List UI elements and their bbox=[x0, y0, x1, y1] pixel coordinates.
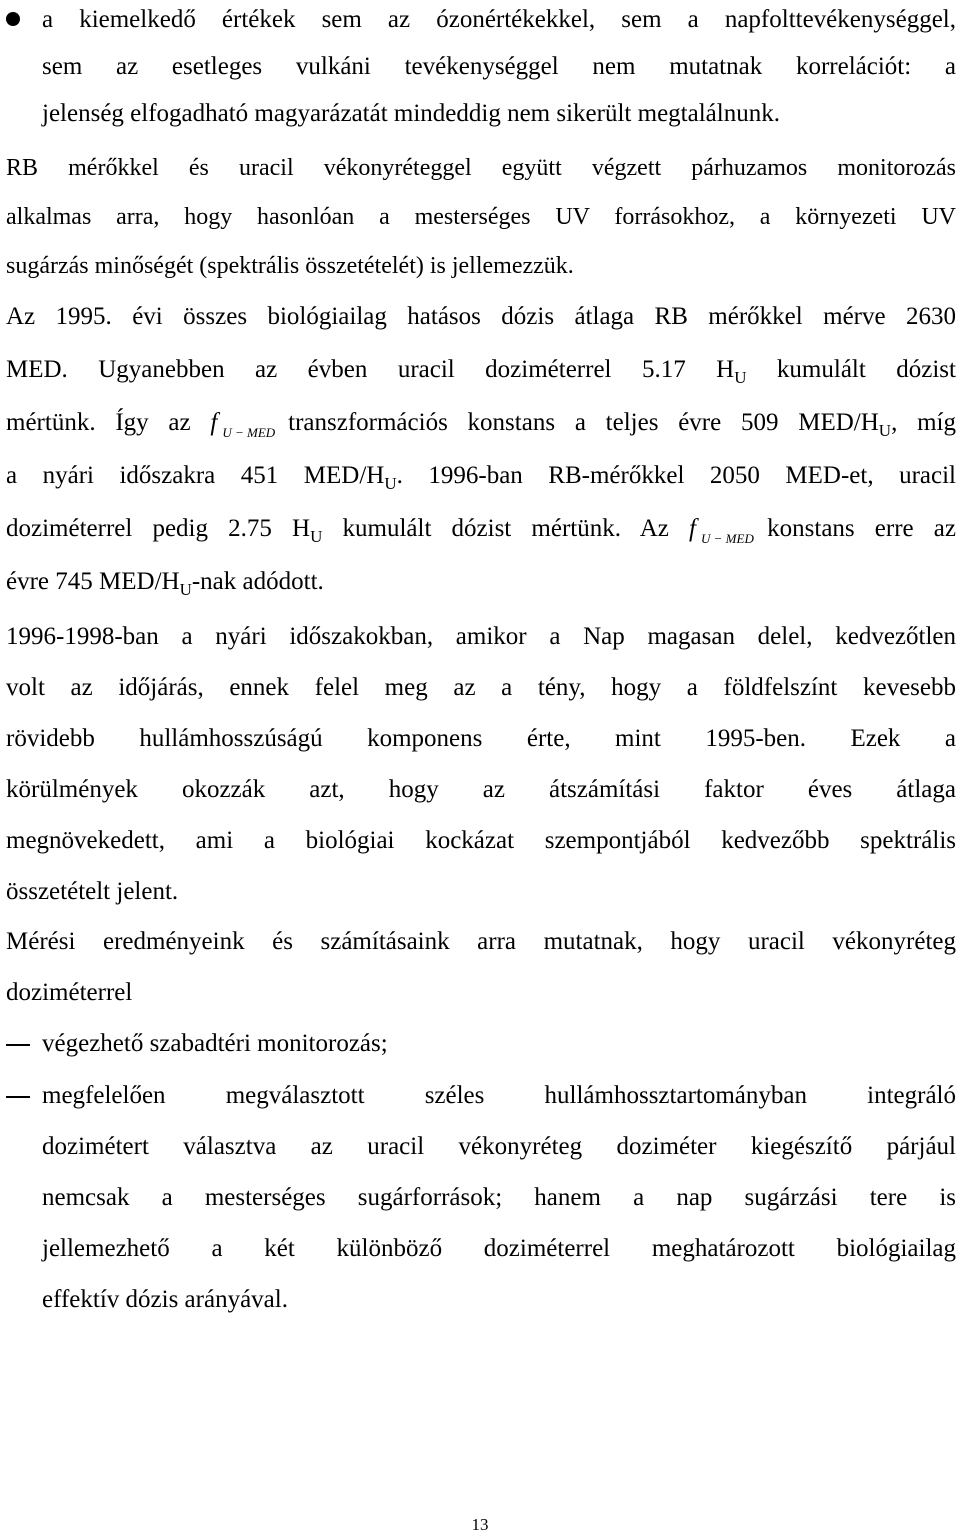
paragraph1-line: sugárzás minőségét (spektrális összetételét) is jellemezzük. bbox=[6, 253, 574, 279]
paragraph2-line: a nyári időszakra 451 MED/$H_U$. 1996-ban RB-mérőkkel 2050 MED-et, uracil bbox=[6, 462, 956, 493]
page-number: 13 bbox=[471, 1515, 489, 1534]
paragraph3-line: összetételt jelent. bbox=[6, 878, 179, 905]
bullet-icon bbox=[6, 12, 20, 26]
paragraph3-line: 1996-1998-ban a nyári időszakokban, amikor a Nap magasan delel, kedvezőtlen bbox=[6, 623, 956, 650]
paragraph1-line: alkalmas arra, hogy hasonlóan a mesterséges UV forrásokhoz, a környezeti UV bbox=[6, 204, 956, 230]
list-item-line: effektív dózis arányával. bbox=[42, 1286, 288, 1313]
list-item-line: jellemezhető a két különböző doziméterrel meghatározott biológiailag bbox=[42, 1235, 956, 1262]
paragraph3-line: körülmények okozzák azt, hogy az átszámítási faktor éves átlaga bbox=[6, 776, 956, 803]
paragraph3-line: volt az időjárás, ennek felel meg az a tény, hogy a földfelszínt kevesebb bbox=[6, 674, 956, 701]
list-item-line: nemcsak a mesterséges sugárforrások; hanem a nap sugárzási tere is bbox=[42, 1184, 956, 1211]
dash-icon bbox=[6, 1044, 30, 1046]
paragraph3-line: rövidebb hullámhosszúságú komponens érte, mint 1995-ben. Ezek a bbox=[6, 725, 956, 752]
f-transform-symbol: f U − MED bbox=[210, 409, 276, 440]
paragraph2-line: mértünk. Így az f U − MED transzformációs konstans a teljes évre 509 MED/$H_U$, míg bbox=[6, 403, 956, 443]
paragraph4-line: doziméterrel bbox=[6, 979, 133, 1006]
paragraph2-line: Az 1995. évi összes biológiailag hatásos dózis átlaga RB mérőkkel mérve 2630 bbox=[6, 303, 956, 330]
paragraph1-line: a kiemelkedő értékek sem az ózonértékekkel, sem a napfolttevékenységgel, bbox=[42, 6, 956, 33]
paragraph3-line: megnövekedett, ami a biológiai kockázat szempontjából kedvezőbb spektrális bbox=[6, 827, 956, 854]
list-item: megfelelően megválasztott széles hullámhossztartományban integráló bbox=[42, 1082, 956, 1109]
list-item: végezhető szabadtéri monitorozás; bbox=[42, 1030, 388, 1057]
paragraph4-line: Mérési eredményeink és számításaink arra mutatnak, hogy uracil vékonyréteg bbox=[6, 928, 956, 955]
paragraph1-line: RB mérőkkel és uracil vékonyréteggel együtt végzett párhuzamos monitorozás bbox=[6, 155, 956, 181]
list-item-line: dozimétert választva az uracil vékonyréteg doziméter kiegészítő párjául bbox=[42, 1133, 956, 1160]
paragraph2-line: doziméterrel pedig 2.75 $H_U$ kumulált dózist mértünk. Az f U − MED konstans erre az bbox=[6, 509, 956, 549]
paragraph2-line: évre 745 MED/$H_U$-nak adódott. bbox=[6, 568, 324, 599]
paragraph1-line: jelenség elfogadható magyarázatát mindeddig nem sikerült megtalálnunk. bbox=[42, 100, 780, 127]
paragraph2-line: MED. Ugyanebben az évben uracil doziméterrel 5.17 $H_U$ kumulált dózist bbox=[6, 356, 956, 387]
paragraph1-line: sem az esetleges vulkáni tevékenységgel nem mutatnak korrelációt: a bbox=[42, 53, 956, 80]
dash-icon bbox=[6, 1096, 30, 1098]
f-transform-symbol: f U − MED bbox=[689, 515, 754, 546]
subscript: U bbox=[734, 368, 747, 387]
